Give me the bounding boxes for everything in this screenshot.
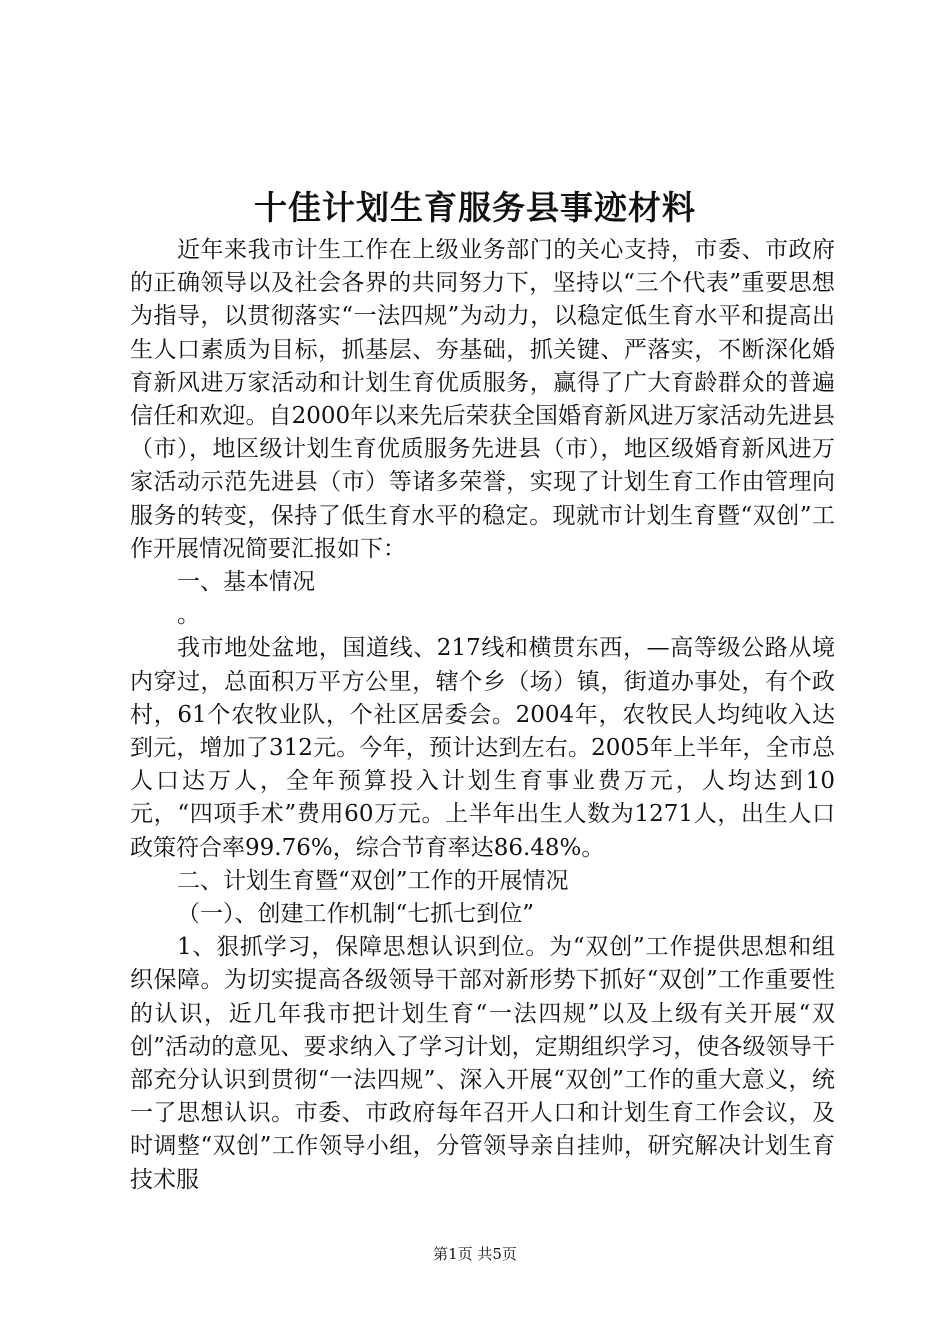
section-heading-progress: 二、计划生育暨“双创”工作的开展情况 xyxy=(177,867,569,894)
paragraph-intro: 近年来我市计生工作在上级业务部门的关心支持，市委、市政府的正确领导以及社会各界的共同努力下，坚持以“三个代表”重要思想为指导，以贯彻落实“一法四规”为动力，以稳定低生育水平和提高出生人口素质为目标，抓基层、夯基础，抓关键、严落实，不断深化婚育新风进万家活动和计划生育优质服务，赢得了广大育龄群众的普遍信任和欢迎。自2000年以来先后荣获全国婚育新风进万家活动先进县（市），地区级计划生育优质服务先进县（市），地区级婚育新风进万家活动示范先进县（市）等诸多荣誉，实现了计划生育工作由管理向服务的转变，保持了低生育水平的稳定。现就市计划生育暨“双创”工作开展情况简要汇报如下： xyxy=(130,237,835,562)
section-heading-basic: 一、基本情况 xyxy=(177,569,315,596)
document-title: 十佳计划生育服务县事迹材料 xyxy=(254,188,696,227)
paragraph-study: 1、狠抓学习，保障思想认识到位。为“双创”工作提供思想和组织保障。为切实提高各级领导干部对新形势下抓好“双创”工作重要性的认识，近几年我市把计划生育“一法四规”以及上级有关开展“双创”活动的意见、要求纳入了学习计划，定期组织学习，使各级领导干部充分认识到贯彻“一法四规”、深入开展“双创”工作的重大意义，统一了思想认识。市委、市政府每年召开人口和计划生育工作会议，及时调整“双创”工作领导小组，分管领导亲自挂帅，研究解决计划生育技术服 xyxy=(130,934,835,1193)
paragraph-basic-info: 我市地处盆地，国道线、217线和横贯东西，—高等级公路从境内穿过，总面积万平方公里，辖个乡（场）镇，街道办事处，有个政村，61个农牧业队，个社区居委会。2004年，农牧民人均纯收入达到元，增加了312元。今年，预计达到左右。2005年上半年，全市总人口达万人，全年预算投入计划生育事业费万元，人均达到10元，“四项手术”费用60万元。上半年出生人数为1271人，出生人口政策符合率99.76%，综合节育率达86.48%。 xyxy=(130,635,835,861)
subsection-heading-mechanism: （一）、创建工作机制“七抓七到位” xyxy=(177,901,535,928)
page-number-footer: 第1页 共5页 xyxy=(433,1245,517,1263)
document-body xyxy=(130,234,835,1197)
paragraph-fragment: 。 xyxy=(177,602,200,629)
